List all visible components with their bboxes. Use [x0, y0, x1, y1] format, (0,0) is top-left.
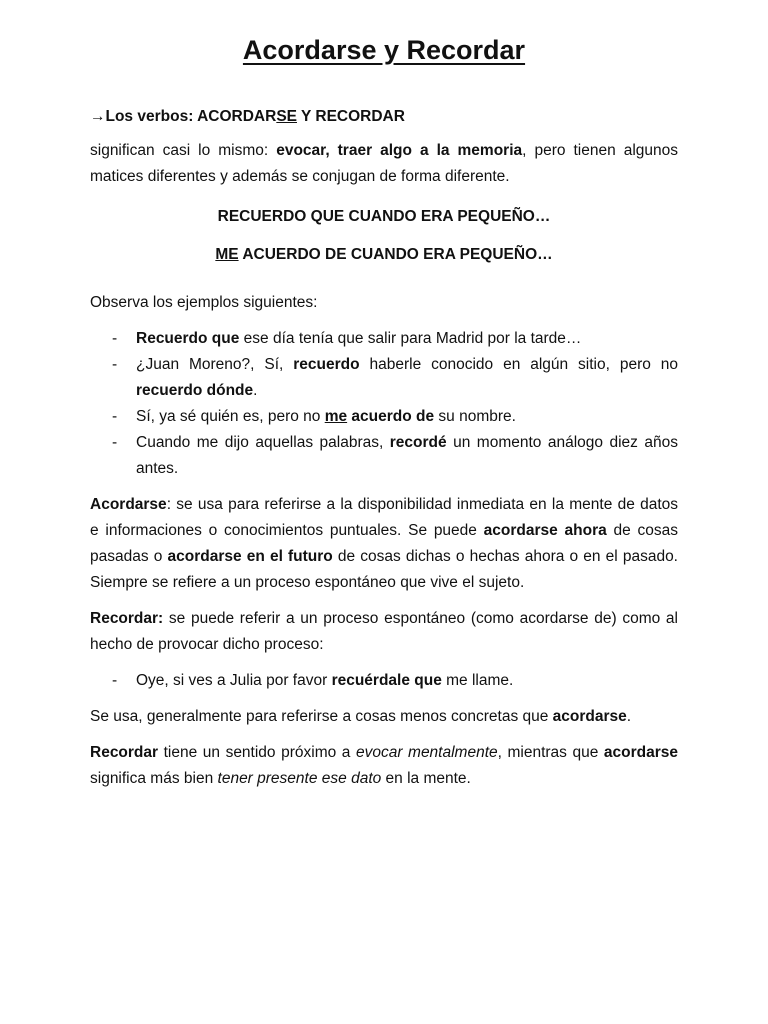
- text: .: [626, 708, 632, 725]
- underlined-me: ME: [215, 246, 239, 263]
- text: en la mente.: [381, 770, 471, 787]
- bold-text: recuérdale que: [331, 672, 442, 689]
- text: se puede referir a un proceso espontáneo (como acordarse de) como al hecho de provocar dicho proceso:: [90, 610, 678, 653]
- text: Se usa, generalmente para referirse a cosas menos concretas que: [90, 708, 553, 725]
- heading-text-underlined: SE: [276, 108, 297, 125]
- text: Oye, si ves a Julia por favor: [136, 672, 332, 689]
- list-item: [90, 430, 678, 482]
- heading-text-b: Y RECORDAR: [297, 108, 405, 125]
- list-item: [90, 668, 678, 694]
- document-page: [90, 30, 678, 802]
- list-item: [90, 404, 678, 430]
- usage-paragraph: [90, 704, 678, 730]
- text: .: [253, 382, 258, 399]
- italic-text: tener presente ese dato: [217, 770, 382, 787]
- bold-underlined-me: me: [324, 408, 348, 425]
- text: : se usa para referirse a la disponibilidad inmediata en la mente de datos e informaciones o conocimientos puntuales. Se puede: [90, 496, 678, 539]
- recordar-paragraph: [90, 606, 678, 658]
- example-sentence-recuerdo: RECUERDO QUE CUANDO ERA PEQUEÑO…: [217, 208, 551, 225]
- bold-text: Recordar: [90, 744, 159, 761]
- observe-paragraph: Observa los ejemplos siguientes:: [90, 294, 318, 311]
- bold-text: recuerdo: [293, 356, 360, 373]
- bold-text: Recordar:: [90, 610, 164, 627]
- bold-text: acordarse: [552, 708, 627, 725]
- intro-bold: evocar, traer algo a la memoria: [276, 142, 523, 159]
- document-title: Acordarse y Recordar: [242, 35, 526, 65]
- intro-text: significan casi lo mismo:: [90, 142, 277, 159]
- bold-text: Acordarse: [90, 496, 167, 513]
- bold-text: recuerdo dónde: [136, 382, 254, 399]
- intro-paragraph: [90, 138, 678, 190]
- text: ese día tenía que salir para Madrid por la tarde…: [239, 330, 582, 347]
- list-item: [90, 326, 678, 352]
- recordar-example-list: [90, 668, 678, 694]
- text: , mientras que: [497, 744, 604, 761]
- text: ¿Juan Moreno?, Sí,: [136, 356, 294, 373]
- bold-text: acordarse: [603, 744, 679, 761]
- section-heading: [90, 104, 678, 130]
- italic-text: evocar mentalmente: [355, 744, 498, 761]
- bold-text: acordarse ahora: [483, 522, 607, 539]
- bold-text: recordé: [389, 434, 447, 451]
- bold-text: acuerdo de: [347, 408, 435, 425]
- text: su nombre.: [434, 408, 516, 425]
- text: me llame.: [441, 672, 514, 689]
- text: Sí, ya sé quién es, pero no: [136, 408, 325, 425]
- arrow-icon: →: [90, 108, 106, 125]
- bold-text: Recuerdo que: [136, 330, 240, 347]
- final-paragraph: [90, 740, 678, 792]
- intro-text-end: , pero tienen algunos matices diferentes y además se conjugan de forma diferente.: [90, 142, 679, 185]
- heading-text-a: Los verbos: ACORDAR: [105, 108, 277, 125]
- bold-text: acordarse en el futuro: [167, 548, 333, 565]
- text: Cuando me dijo aquellas palabras,: [136, 434, 390, 451]
- list-item: [90, 352, 678, 404]
- text: de cosas dichas o hechas ahora o en el pasado. Siempre se refiere a un proceso espontáneo que vive el sujeto.: [90, 548, 678, 591]
- acuerdo-rest: ACUERDO DE CUANDO ERA PEQUEÑO…: [238, 246, 553, 263]
- example-sentence-acuerdo: [90, 242, 678, 268]
- text: tiene un sentido próximo a: [158, 744, 356, 761]
- text: haberle conocido en algún sitio, pero no: [359, 356, 679, 373]
- acordarse-paragraph: [90, 492, 678, 596]
- text: significa más bien: [90, 770, 218, 787]
- text: de cosas pasadas o: [90, 522, 678, 565]
- text: un momento análogo diez años antes.: [136, 434, 678, 477]
- examples-list: [90, 326, 678, 482]
